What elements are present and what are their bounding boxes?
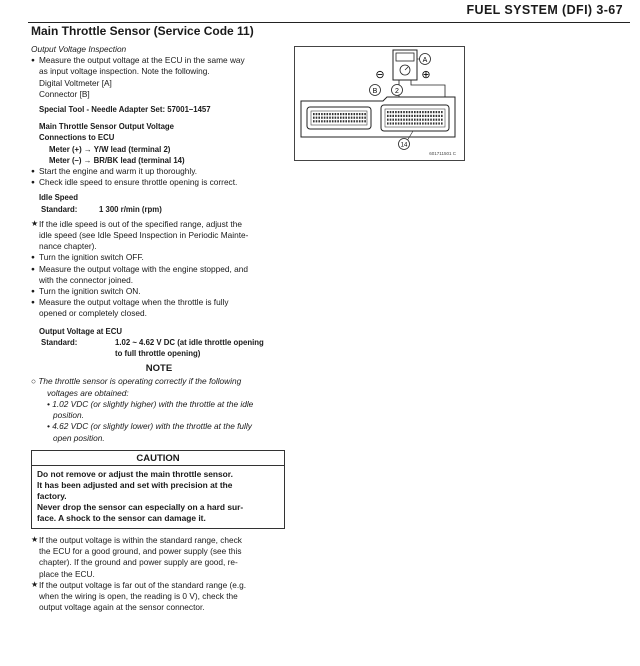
text-line: ● Measure the output voltage at the ECU in the same way: [39, 55, 245, 66]
connector-pin: [337, 117, 339, 119]
connector-pin: [318, 113, 320, 115]
step-measure-stopped: [31, 264, 287, 286]
connector-pin: [359, 113, 361, 115]
connector-pin: [414, 122, 416, 124]
connector-pin: [392, 119, 394, 121]
connector-pin: [395, 115, 397, 117]
connector-pin: [430, 119, 432, 121]
output-voltage-row: [31, 337, 287, 359]
section-title: Main Throttle Sensor (Service Code 11): [31, 24, 254, 38]
connector-pin: [324, 120, 326, 122]
connector-pin: [398, 122, 400, 124]
output-voltage-title: Output Voltage at ECU: [39, 326, 123, 336]
connector-pin: [356, 120, 358, 122]
connector-pin: [436, 111, 438, 113]
connector-pin: [398, 119, 400, 121]
connector-pin: [409, 111, 411, 113]
connector-pin: [335, 113, 337, 115]
note-heading: NOTE: [145, 363, 173, 375]
connector-pin: [425, 115, 427, 117]
ov-standard-label: Standard:: [41, 337, 78, 347]
connector-pin: [329, 120, 331, 122]
connector-pin: [313, 117, 315, 119]
connector-pin: [433, 111, 435, 113]
connector-pin: [403, 111, 405, 113]
connector-pin: [316, 113, 318, 115]
connector-pin: [419, 111, 421, 113]
connector-pin: [436, 115, 438, 117]
connector-pin: [430, 122, 432, 124]
item-connector: Connector [B]: [39, 88, 90, 99]
star-out-of-range: [31, 580, 287, 614]
connector-pin: [340, 117, 342, 119]
connector-pin: [390, 119, 392, 121]
idle-speed-row: [31, 204, 287, 215]
item-voltmeter: Digital Voltmeter [A]: [39, 77, 112, 88]
spec-title: Main Throttle Sensor Output Voltage: [39, 122, 175, 132]
connector-pin: [438, 122, 440, 124]
connector-pin: [438, 111, 440, 113]
special-tool: Special Tool - Needle Adapter Set: 57001–1457: [39, 105, 211, 115]
connector-pin: [411, 119, 413, 121]
body-text: [31, 42, 287, 613]
text-line: ★ If the output voltage is within the standard range, check: [39, 534, 242, 545]
connector-pin: [359, 120, 361, 122]
connector-pin: [406, 122, 408, 124]
connector-pin: [354, 117, 356, 119]
callout-14-label: 14: [400, 142, 408, 149]
connector-pin: [354, 120, 356, 122]
connector-pin: [351, 113, 353, 115]
connector-pin: [414, 111, 416, 113]
connector-pin: [406, 119, 408, 121]
connector-pin: [433, 122, 435, 124]
step-measure-throttle: [31, 297, 287, 319]
connector-pin: [425, 122, 427, 124]
connector-pin: [419, 122, 421, 124]
connector-pin: [411, 122, 413, 124]
text-line: to full throttle opening): [115, 349, 201, 359]
connector-pin: [417, 122, 419, 124]
connector-pin: [345, 117, 347, 119]
connector-pin: [335, 117, 337, 119]
connector-pin: [332, 117, 334, 119]
connector-pin: [345, 120, 347, 122]
connector-pin: [425, 119, 427, 121]
connector-pin: [321, 120, 323, 122]
text-line: place the ECU.: [39, 568, 95, 579]
page-header: FUEL SYSTEM (DFI) 3-67: [466, 3, 623, 17]
connector-pin: [313, 120, 315, 122]
connector-pin: [398, 115, 400, 117]
connector-pin: [348, 113, 350, 115]
connector-pin: [345, 113, 347, 115]
connector-pin: [387, 119, 389, 121]
connector-pin: [436, 119, 438, 121]
text-line: nance chapter).: [39, 241, 97, 252]
connector-pin: [337, 120, 339, 122]
connector-pin: [313, 113, 315, 115]
ecu-connector-diagram: [294, 46, 465, 161]
connector-pin: [409, 115, 411, 117]
connector-pin: [433, 115, 435, 117]
connector-pin: [316, 117, 318, 119]
connector-pin: [409, 122, 411, 124]
connector-pin: [343, 113, 345, 115]
connector-pin: [390, 111, 392, 113]
connector-pin: [340, 120, 342, 122]
connector-pin: [395, 119, 397, 121]
spec-meter-minus: Meter (–) → BR/BK lead (terminal 14): [49, 155, 185, 165]
connector-pin: [430, 115, 432, 117]
bullet-measure-output: [31, 55, 287, 77]
connector-pin: [392, 122, 394, 124]
connector-pin: [340, 113, 342, 115]
text-line: position.: [53, 410, 84, 421]
text-line: with the connector joined.: [39, 274, 134, 285]
connector-pin: [401, 119, 403, 121]
caution-body: [32, 466, 284, 528]
connector-pin: [387, 122, 389, 124]
text-line: ● Measure the output voltage when the throttle is fully: [39, 297, 229, 308]
note-body: [31, 376, 287, 443]
spec-meter-plus: Meter (+) → Y/W lead (terminal 2): [49, 144, 171, 154]
connector-pin: [422, 122, 424, 124]
connector-pin: [441, 122, 443, 124]
connector-pin: [327, 117, 329, 119]
connector-pin: [329, 113, 331, 115]
connector-pin: [441, 119, 443, 121]
connector-pin: [428, 119, 430, 121]
connector-pin: [318, 117, 320, 119]
connector-pin: [327, 120, 329, 122]
connector-pin: [354, 113, 356, 115]
connector-pin: [392, 115, 394, 117]
connector-pin: [362, 117, 364, 119]
ov-standard-value: [115, 337, 264, 359]
text-line: factory.: [37, 490, 67, 501]
text-line: when the wiring is open, the reading is 0 V), check the: [39, 590, 238, 601]
plus-symbol: ⊕: [421, 69, 431, 81]
connector-pin: [343, 120, 345, 122]
connector-pin: [428, 115, 430, 117]
connector-pin: [401, 115, 403, 117]
connector-pin: [419, 119, 421, 121]
text-line: output voltage again at the sensor connector.: [39, 602, 205, 613]
connector-pin: [332, 113, 334, 115]
connector-pin: [411, 115, 413, 117]
connector-pin: [433, 119, 435, 121]
connector-pin: [406, 115, 408, 117]
idle-standard-label: Standard:: [41, 204, 78, 214]
text-line: voltages are obtained:: [47, 387, 129, 398]
connector-pin: [387, 111, 389, 113]
text-line: as input voltage inspection. Note the following.: [39, 66, 210, 77]
text-line: ● Measure the output voltage with the engine stopped, and: [39, 263, 248, 274]
text-line: 1.02 ~ 4.62 V DC (at idle throttle opening: [115, 337, 264, 347]
connector-pin: [329, 117, 331, 119]
connector-pin: [422, 119, 424, 121]
connector-pin: [438, 115, 440, 117]
connector-pin: [401, 122, 403, 124]
idle-speed-title: Idle Speed: [39, 193, 78, 203]
text-line: open position.: [53, 432, 105, 443]
step-check-idle: ● Check idle speed to ensure throttle opening is correct.: [31, 177, 287, 188]
connector-pin: [430, 111, 432, 113]
idle-standard-value: 1 300 r/min (rpm): [99, 204, 162, 214]
connector-pin: [438, 119, 440, 121]
text-line: idle speed (see Idle Speed Inspection in Periodic Mainte-: [39, 230, 249, 241]
connector-pin: [419, 115, 421, 117]
spec-connections: Connections to ECU: [39, 133, 115, 143]
connector-pin: [422, 115, 424, 117]
caution-box: [31, 450, 285, 529]
text-line: face. A shock to the sensor can damage it.: [37, 512, 206, 523]
connector-pin: [318, 120, 320, 122]
callout-2-label: 2: [395, 88, 399, 95]
text-line: the ECU for a good ground, and power supply (see this: [39, 546, 242, 557]
connector-pin: [403, 119, 405, 121]
connector-pin: [395, 122, 397, 124]
connector-pin: [392, 111, 394, 113]
connector-pin: [436, 122, 438, 124]
connector-pin: [324, 113, 326, 115]
voltmeter-icon: [393, 50, 417, 80]
star-adjust-idle: [31, 219, 287, 253]
connector-pin: [390, 115, 392, 117]
callout-b-label: B: [372, 88, 378, 95]
connector-pin: [428, 111, 430, 113]
callout-a-label: A: [422, 57, 428, 64]
connector-pin: [364, 120, 366, 122]
star-within-range: [31, 535, 287, 580]
text-line: chapter). If the ground and power supply are good, re-: [39, 557, 238, 568]
step-ignition-on: ● Turn the ignition switch ON.: [31, 286, 287, 297]
connector-pin: [337, 113, 339, 115]
connector-pin: [398, 111, 400, 113]
connector-pin: [441, 115, 443, 117]
connector-pin: [422, 111, 424, 113]
connector-pin: [390, 122, 392, 124]
connector-pin: [327, 113, 329, 115]
connector-pin: [321, 117, 323, 119]
text-line: opened or completely closed.: [39, 308, 147, 319]
connector-pin: [332, 120, 334, 122]
connector-pin: [395, 111, 397, 113]
step-ignition-off: ● Turn the ignition switch OFF.: [31, 252, 287, 263]
text-line: Do not remove or adjust the main throttle sensor.: [37, 468, 233, 479]
text-line: ○ The throttle sensor is operating correctly if the following: [31, 376, 242, 387]
connector-pin: [417, 111, 419, 113]
minus-symbol: ⊖: [375, 69, 385, 81]
connector-pin: [409, 119, 411, 121]
connector-pin: [356, 117, 358, 119]
text-line: • 1.02 VDC (or slightly higher) with the throttle at the idle: [47, 398, 254, 409]
subheading-output-voltage: Output Voltage Inspection: [31, 44, 127, 54]
connector-pin: [364, 117, 366, 119]
connector-pin: [428, 122, 430, 124]
text-line: • 4.62 VDC (or slightly lower) with the throttle at the fully: [47, 421, 252, 432]
connector-pin: [401, 111, 403, 113]
connector-pin: [414, 115, 416, 117]
connector-pin: [343, 117, 345, 119]
connector-pin: [316, 120, 318, 122]
connector-pin: [411, 111, 413, 113]
connector-pin: [425, 111, 427, 113]
connector-pin: [417, 115, 419, 117]
connector-pin: [321, 113, 323, 115]
connector-pin: [362, 113, 364, 115]
connector-pin: [351, 120, 353, 122]
connector-pin: [348, 120, 350, 122]
text-line: Never drop the sensor can especially on a hard sur-: [37, 501, 244, 512]
connector-pin: [414, 119, 416, 121]
connector-pin: [362, 120, 364, 122]
text-line: It has been adjusted and set with precision at the: [37, 479, 233, 490]
connector-pin: [348, 117, 350, 119]
connector-pin: [417, 119, 419, 121]
connector-pin: [441, 111, 443, 113]
figure-code: 601711501 C: [429, 151, 456, 156]
connector-pin: [406, 111, 408, 113]
caution-heading: CAUTION: [32, 451, 284, 466]
step-start-engine: ● Start the engine and warm it up thoroughly.: [31, 166, 287, 177]
connector-pin: [387, 115, 389, 117]
text-line: ★ If the output voltage is far out of the standard range (e.g.: [39, 579, 247, 590]
connector-pin: [403, 115, 405, 117]
connector-pin: [403, 122, 405, 124]
connector-pin: [356, 113, 358, 115]
connector-pin: [335, 120, 337, 122]
connector-pin: [351, 117, 353, 119]
text-line: ★ If the idle speed is out of the specified range, adjust the: [39, 218, 242, 229]
connector-pin: [359, 117, 361, 119]
connector-pin: [364, 113, 366, 115]
header-rule: [28, 22, 630, 23]
connector-pin: [324, 117, 326, 119]
